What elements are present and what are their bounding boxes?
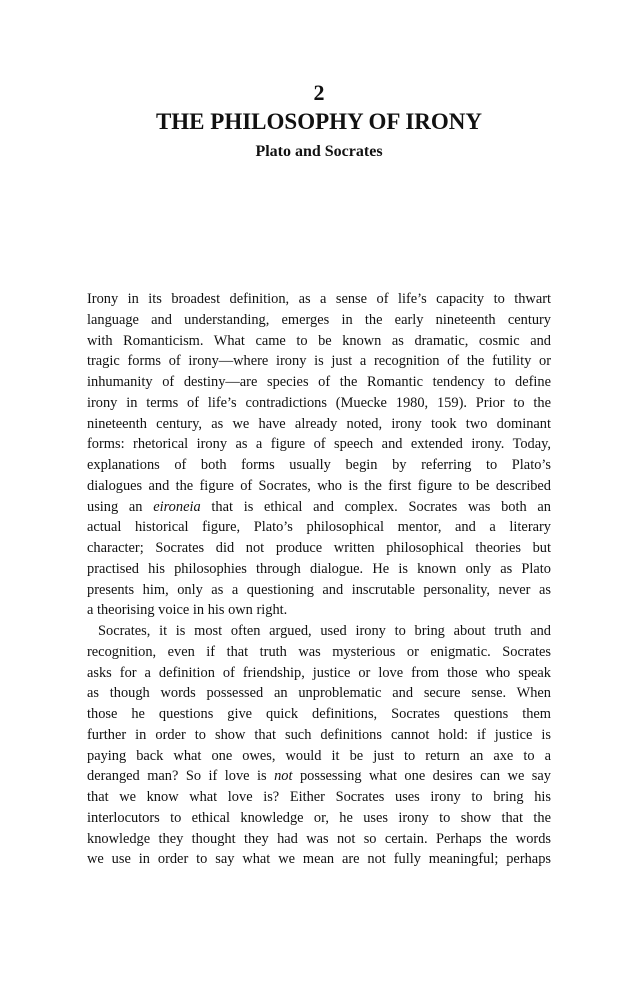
text-line: presents him, only as a questioning and inscrutable personality, never as [87,581,551,598]
body-text [87,289,551,870]
paragraph [87,289,551,621]
text-line: a theorising voice in his own right. [87,602,288,619]
text-line: as though words possessed an unproblematic and secure sense. When [87,685,551,702]
text-segment: using an [87,498,154,515]
text-segment: that is ethical and complex. Socrates was both an [200,498,551,515]
text-line: irony in terms of life’s contradictions (Muecke 1980, 159). Prior to the [87,394,551,411]
italic-term: not [274,768,293,785]
text-line: knowledge they thought they had was not so certain. Perhaps the words [87,830,551,847]
paragraph [87,621,551,870]
text-line: forms: rhetorical irony as a figure of speech and extended irony. Today, [87,436,551,453]
text-line: recognition, even if that truth was mysterious or enigmatic. Socrates [87,643,551,660]
text-segment: deranged man? So if love is [87,768,275,785]
text-line: explanations of both forms usually begin by referring to Plato’s [87,457,551,473]
text-line: with Romanticism. What came to be known as dramatic, cosmic and [87,332,551,349]
text-line [87,766,551,787]
text-line: further in order to show that such definitions cannot hold: if justice is [87,726,551,743]
text-line: we use in order to say what we mean are not fully meaningful; perhaps [87,851,551,868]
text-line: interlocutors to ethical knowledge or, he uses irony to show that the [87,809,551,826]
chapter-number: 2 [313,80,325,105]
text-line: paying back what one owes, would it be just to return an axe to a [87,747,551,764]
text-line: tragic forms of irony—where irony is just a recognition of the futility or [87,353,551,370]
chapter-title: THE PHILOSOPHY OF IRONY [155,109,483,134]
text-line: actual historical figure, Plato’s philosophical mentor, and a literary [87,519,551,536]
text-line: Irony in its broadest definition, as a sense of life’s capacity to thwart [87,291,551,307]
text-line: that we know what love is? Either Socrates uses irony to bring his [87,789,551,805]
text-line: asks for a definition of friendship, justice or love from those who speak [87,664,551,681]
text-line: nineteenth century, as we have already noted, irony took two dominant [87,415,551,432]
text-segment: possessing what one desires can we say [292,768,551,785]
text-line [87,497,551,518]
italic-term: eironeia [153,498,201,515]
text-line: dialogues and the figure of Socrates, who is the first figure to be described [87,477,551,494]
text-line: those he questions give quick definitions, Socrates questions them [87,706,551,722]
text-line: language and understanding, emerges in the early nineteenth century [87,311,551,328]
text-line: Socrates, it is most often argued, used irony to bring about truth and [98,623,551,639]
text-line: inhumanity of destiny—are species of the Romantic tendency to define [87,374,551,390]
text-line: practised his philosophies through dialogue. He is known only as Plato [87,560,551,577]
chapter-subtitle: Plato and Socrates [255,143,383,160]
text-line: character; Socrates did not produce written philosophical theories but [87,540,551,556]
